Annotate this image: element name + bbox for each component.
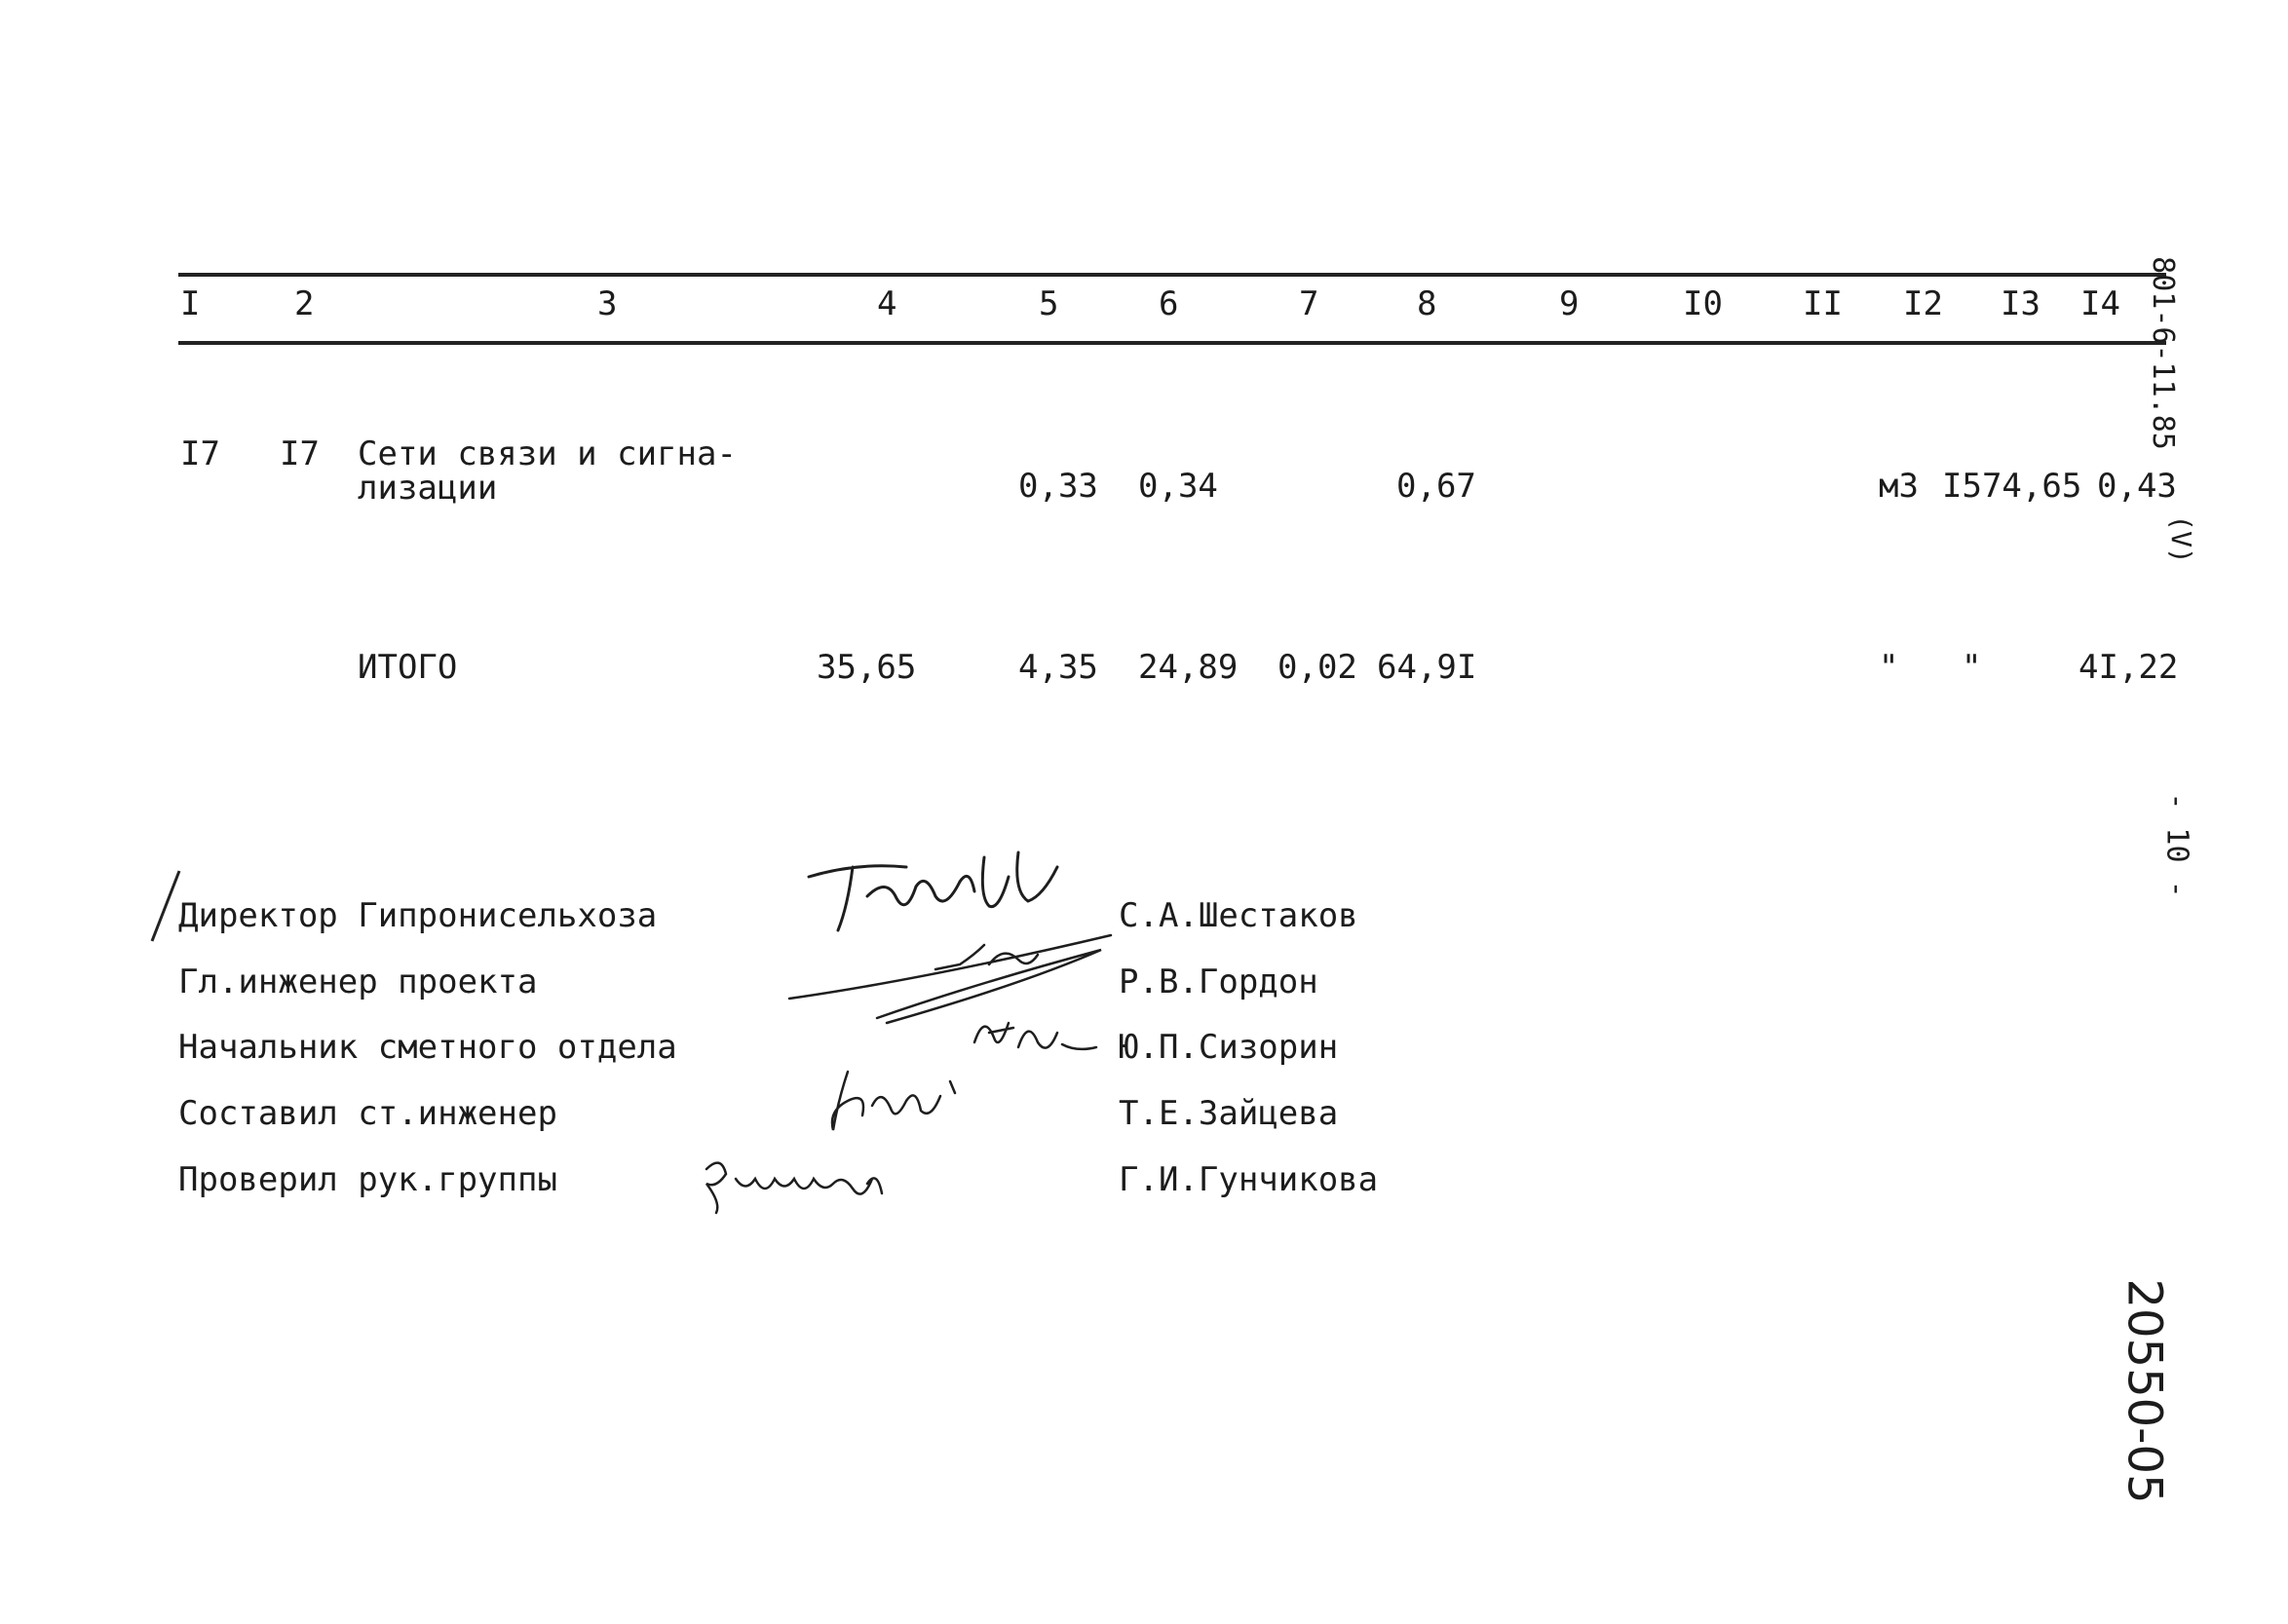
header-col-8: 8 — [1417, 284, 1437, 323]
row-col-5: 0,33 — [1018, 467, 1098, 506]
inventory-number: 20550-05 — [2116, 1278, 2172, 1504]
row-col-1: I7 — [180, 434, 220, 473]
signature-name-estimate-head: Ю.П.Сизорин — [1119, 1028, 1339, 1067]
total-col-7: 0,02 — [1277, 648, 1357, 687]
total-col-8: 64,9I — [1377, 648, 1477, 687]
header-col-13: I3 — [2001, 284, 2040, 323]
page-number: - 10 - — [2159, 792, 2194, 898]
header-col-4: 4 — [877, 284, 897, 323]
total-col-14: 4I,22 — [2078, 648, 2179, 687]
row-col-12: м3 — [1879, 467, 1919, 506]
header-col-10: I0 — [1683, 284, 1723, 323]
row-name-line2: лизации — [358, 469, 498, 508]
header-col-11: II — [1803, 284, 1843, 323]
total-col-6: 24,89 — [1138, 648, 1239, 687]
side-variant-mark: (V) — [2164, 514, 2197, 564]
total-col-12: " — [1879, 648, 1899, 687]
signature-role-chief-engineer: Гл.инженер проекта — [178, 963, 538, 1001]
row-col-8: 0,67 — [1396, 467, 1476, 506]
row-col-13: I574,65 — [1942, 467, 2082, 506]
signature-name-compiler: Т.Е.Зайцева — [1119, 1094, 1339, 1133]
table-top-rule — [178, 273, 2166, 277]
handwritten-signature-estimate-head — [965, 1003, 1111, 1062]
handwritten-signature-compiler — [819, 1062, 974, 1140]
header-col-14: I4 — [2080, 284, 2120, 323]
row-name-line1: Сети связи и сигна- — [358, 434, 737, 473]
header-col-7: 7 — [1299, 284, 1319, 323]
header-col-9: 9 — [1559, 284, 1580, 323]
total-col-4: 35,65 — [817, 648, 917, 687]
row-col-2: I7 — [280, 434, 320, 473]
signature-role-compiler: Составил ст.инженер — [178, 1094, 557, 1133]
total-label: ИТОГО — [358, 648, 458, 687]
total-col-5: 4,35 — [1018, 648, 1098, 687]
row-col-6: 0,34 — [1138, 467, 1218, 506]
side-document-code: 801-6-11.85 — [2145, 256, 2180, 450]
signature-role-director: Директор Гипронисельхоза — [178, 896, 658, 935]
handwritten-signature-checker — [697, 1150, 892, 1218]
header-col-3: 3 — [597, 284, 618, 323]
signature-role-estimate-head: Начальник сметного отдела — [178, 1028, 677, 1067]
header-col-5: 5 — [1039, 284, 1059, 323]
header-col-12: I2 — [1903, 284, 1943, 323]
header-col-2: 2 — [294, 284, 315, 323]
table-header-rule — [178, 341, 2166, 345]
header-col-6: 6 — [1159, 284, 1179, 323]
header-col-1: I — [180, 284, 201, 323]
row-col-14: 0,43 — [2097, 467, 2177, 506]
signature-name-director: С.А.Шестаков — [1119, 896, 1358, 935]
signature-name-checker: Г.И.Гунчикова — [1119, 1160, 1379, 1199]
total-col-13: " — [1962, 648, 1982, 687]
signature-role-checker: Проверил рук.группы — [178, 1160, 557, 1199]
signature-name-chief-engineer: Р.В.Гордон — [1119, 963, 1318, 1001]
